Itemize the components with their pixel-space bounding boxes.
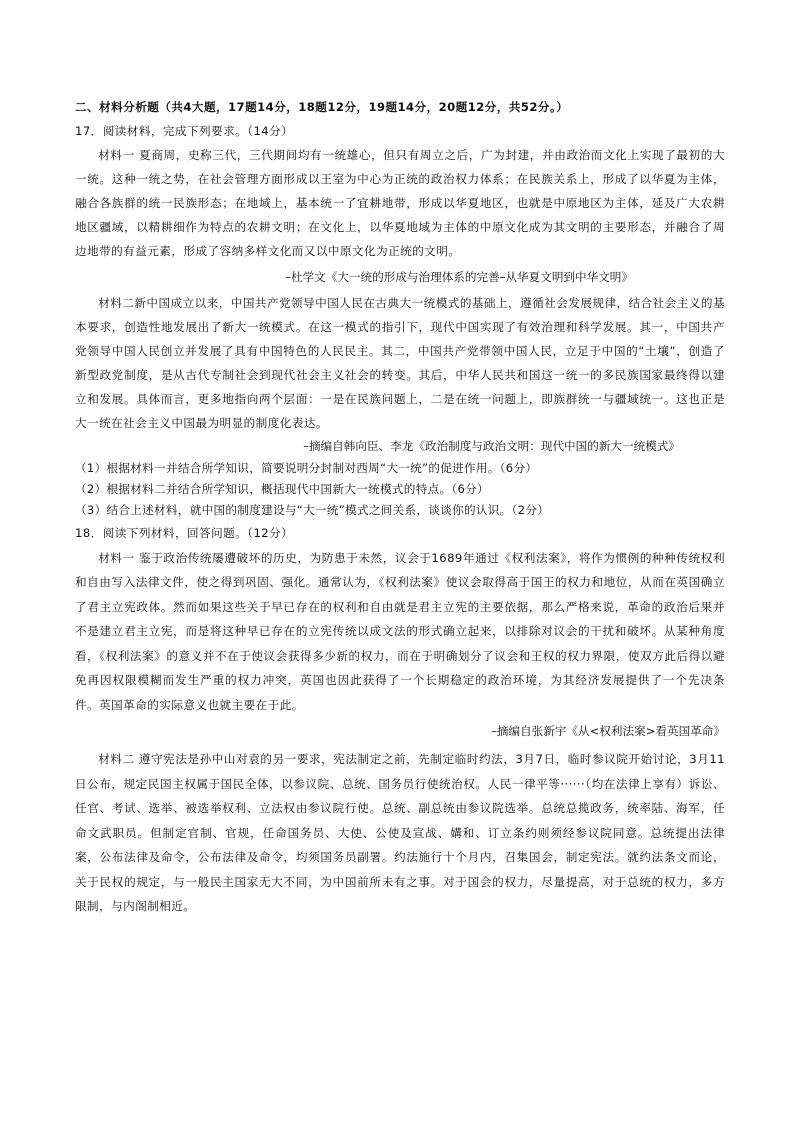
q17-material-2: 材料二新中国成立以来，中国共产党领导中国人民在古典大一统模式的基础上，遵循社会发展规律，结合社会主义的基本要求，创造性地发展出了新大一统模式。在这一模式的指引下，现代中国实现了有效治理和科学发展。其一，中国共产党领导中国人民创立并发展了具有中国特色的人民民主。其二，中国共产党带领中国人民，立足于中国的“土壤”，创造了新型政党制度，是从古代专制社会到现代社会主义社会的转变。其后，中华人民共和国这一统一的多民族国家最终得以建立和发展。具体而言，更多地指向两个层面：一是在民族问题上，二是在统一问题上，即族群统一与疆域统一。这也正是大一统在社会主义中国最为明显的制度化表达。 — [75, 296, 725, 430]
q17-sub-question-2: （2）根据材料二并结合所学知识，概括现代中国新大一统模式的特点。（6分） — [75, 482, 489, 496]
q17-sub-question-3: （3）结合上述材料，就中国的制度建设与“大一统”模式之间关系，谈谈你的认识。（2分） — [75, 503, 550, 517]
exam-page — [75, 96, 725, 919]
q18-source-1: –摘编自张新宇《从<权利法案>看英国革命》 — [491, 724, 725, 738]
q18-material-2: 材料二 遵守宪法是孙中山对袁的另一要求，宪法制定之前，先制定临时约法，3月7日，临时参议院开始讨论，3月11日公布，规定民国主权属于国民全体，以参议院、总统、国务员行使统治权。人民一律平等······（均在法律上享有）诉讼、任官、考试、选举、被选举权利、立法权由参议院行使。总统、副总统由参议院选举。总统总揽政务，统率陆、海军，任命文武职员。但制定官制、官规，任命国务员、大使、公使及宣战、媾和、订立条约则须经参议院同意。总统提出法律案，公布法律及命令，公布法律及命令，均须国务员副署。约法施行十个月内，召集国会，制定宪法。就约法条文而论，关于民权的规定，与一般民主国家无大不同，为中国前所未有之事。对于国会的权力，尽量提高，对于总统的权力，多方限制，与内阁制相近。 — [75, 752, 725, 913]
q17-sub-question-1: （1）根据材料一并结合所学知识，简要说明分封制对西周“大一统”的促进作用。（6分） — [75, 461, 538, 475]
q17-source-1: –杜学文《大一统的形成与治理体系的完善–从华夏文明到中华文明》 — [285, 270, 633, 284]
q17-source-2: –摘编自韩向臣、李龙《政治制度与政治文明：现代中国的新大一统模式》 — [303, 439, 680, 453]
q18-heading: 18．阅读下列材料，回答问题。（12分） — [75, 526, 294, 540]
section-title: 二、材料分析题（共4大题，17题14分，18题12分，19题14分，20题12分，共52分。） — [75, 100, 569, 114]
q17-heading: 17．阅读材料，完成下列要求。（14分） — [75, 123, 294, 138]
q18-material-1: 材料一 鉴于政治传统屡遭破坏的历史，为防患于未然，议会于1689年通过《权利法案》，将作为惯例的种种传统权利和自由写入法律文件，使之得到巩固、强化。通常认为，《权利法案》使议会取得高于国王的权力和地位，从而在英国确立了君主立宪政体。然而如果这些关于早已存在的权利和自由就是君主立宪的主要依据，那么严格来说，革命的政治后果并不是建立君主立宪，而是将这种早已存在的立宪传统以成文法的形式确立起来，以排除对议会的干扰和破坏。从某种角度看，《权利法案》的意义并不在于使议会获得多少新的权力，而在于明确划分了议会和王权的权力界限，使双方此后得以避免再因权限模糊而发生严重的权力冲突，英国也因此获得了一个长期稳定的政治环境，为其经济发展提供了一个先决条件。英国革命的实际意义也就主要在于此。 — [75, 550, 725, 712]
q17-material-1: 材料一 夏商周，史称三代，三代期间均有一统雄心，但只有周立之后，广为封建，并由政治而文化上实现了最初的大一统。这种一统之势，在社会管理方面形成以王室为中心为正统的政治权力体系；在民族关系上，形成了以华夏为主体，融合各族群的统一民族形态；在地域上，基本统一了宜耕地带，形成以华夏地区，也就是中原地区为主体，延及广大农耕地区疆域，以精耕细作为特点的农耕文明；在文化上，以华夏地域为主体的中原文化成为其文明的主要形态，并融合了周边地带的有益元素，形成了容纳多样文化而又以中原文化为正统的文明。 — [75, 148, 725, 258]
